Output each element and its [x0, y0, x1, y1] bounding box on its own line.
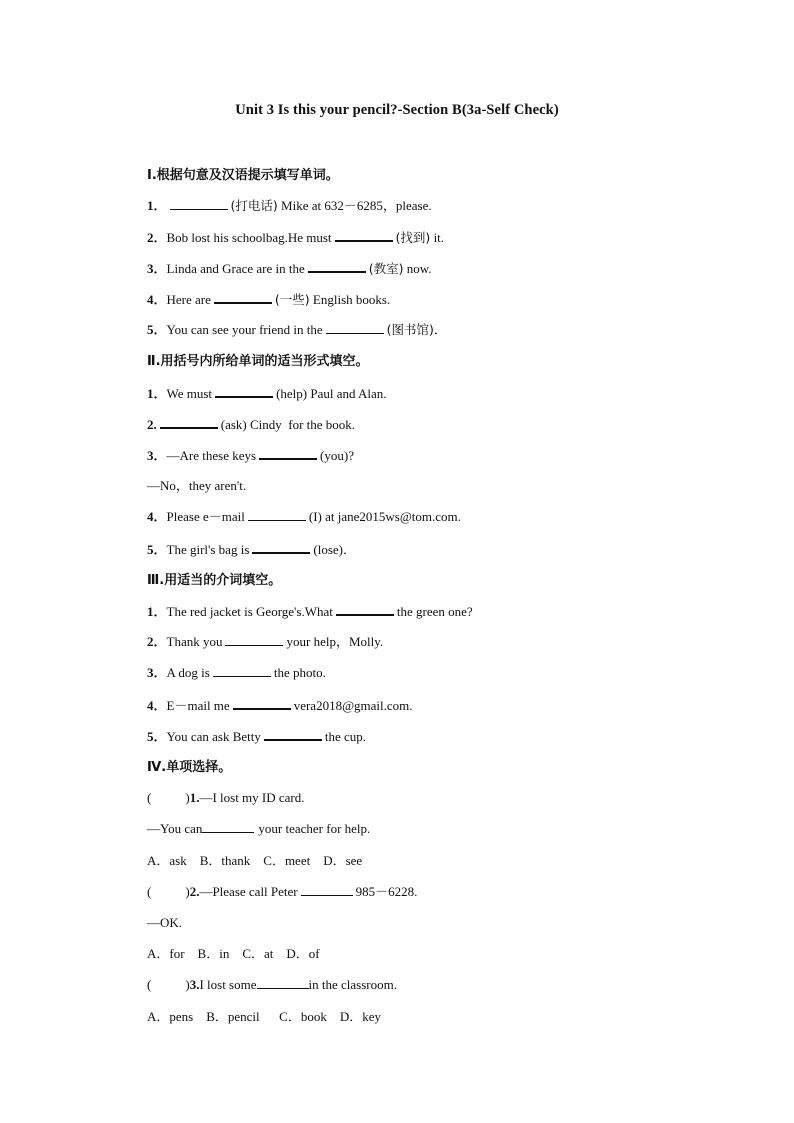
answer-blank[interactable]: [225, 633, 283, 646]
part1-question-2: 2．Bob lost his schoolbag.He must (找到) it.: [147, 230, 445, 245]
part3-question-5: 5．You can ask Betty the cup.: [147, 729, 367, 744]
mc-question-2-reply: —OK.: [147, 915, 183, 930]
mc-question-3: ( )3.I lost some in the classroom.: [147, 977, 397, 992]
answer-blank[interactable]: [160, 415, 218, 429]
answer-blank[interactable]: [213, 664, 271, 677]
answer-blank[interactable]: [214, 290, 272, 304]
mc-question-2: ( )2.—Please call Peter 985－6228.: [147, 884, 418, 899]
part2-question-4: 4．Please e－mail (I) at jane2015ws@tom.com.: [147, 509, 461, 524]
mc-question-3-options: A．pens B．pencil C．book D．key: [147, 1009, 381, 1024]
mc-question-1-line-2: —You can your teacher for help.: [147, 821, 371, 836]
part2-question-2: 2. (ask) Cindy for the book.: [147, 417, 356, 432]
answer-blank[interactable]: [308, 259, 366, 273]
answer-blank[interactable]: [326, 321, 384, 334]
answer-blank[interactable]: [202, 820, 254, 833]
answer-blank[interactable]: [336, 602, 394, 616]
part3-question-3: 3．A dog is the photo.: [147, 665, 326, 680]
part3-question-1: 1．The red jacket is George's.What the green one?: [147, 604, 473, 619]
part3-question-4: 4．E－mail me vera2018@gmail.com.: [147, 698, 413, 713]
part3-question-2: 2．Thank you your help，Molly.: [147, 634, 384, 649]
section-1-heading: Ⅰ.根据句意及汉语提示填写单词。: [147, 168, 339, 183]
answer-blank[interactable]: [259, 446, 317, 460]
worksheet-title: Unit 3 Is this your pencil?-Section B(3a-Self Check): [235, 102, 559, 118]
part1-question-5: 5．You can see your friend in the (图书馆)．: [147, 322, 447, 337]
answer-blank[interactable]: [170, 197, 228, 210]
answer-blank[interactable]: [252, 540, 310, 554]
part1-question-3: 3．Linda and Grace are in the (教室) now.: [147, 261, 432, 276]
section-2-heading: Ⅱ.用括号内所给单词的适当形式填空。: [147, 354, 369, 369]
section-3-heading: Ⅲ.用适当的介词填空。: [147, 573, 282, 588]
part2-question-3: 3．—Are these keys (you)?: [147, 448, 354, 463]
part2-question-3-reply: —No，they aren't.: [147, 478, 247, 493]
answer-blank[interactable]: [301, 883, 353, 896]
part2-question-5: 5．The girl's bag is (lose)．: [147, 542, 356, 557]
answer-blank[interactable]: [215, 384, 273, 398]
answer-blank[interactable]: [233, 696, 291, 710]
answer-blank[interactable]: [257, 976, 309, 989]
answer-blank[interactable]: [335, 228, 393, 242]
section-4-heading: Ⅳ.单项选择。: [147, 760, 232, 775]
mc-question-1: ( )1.—I lost my ID card.: [147, 790, 305, 805]
part1-question-1: 1． (打电话) Mike at 632－6285，please.: [147, 198, 432, 213]
part1-question-4: 4．Here are (一些) English books.: [147, 292, 391, 307]
part2-question-1: 1．We must (help) Paul and Alan.: [147, 386, 387, 401]
answer-blank[interactable]: [248, 508, 306, 521]
mc-question-2-options: A．for B．in C．at D．of: [147, 946, 320, 961]
mc-question-1-options: A．ask B．thank C．meet D．see: [147, 853, 363, 868]
answer-blank[interactable]: [264, 727, 322, 741]
